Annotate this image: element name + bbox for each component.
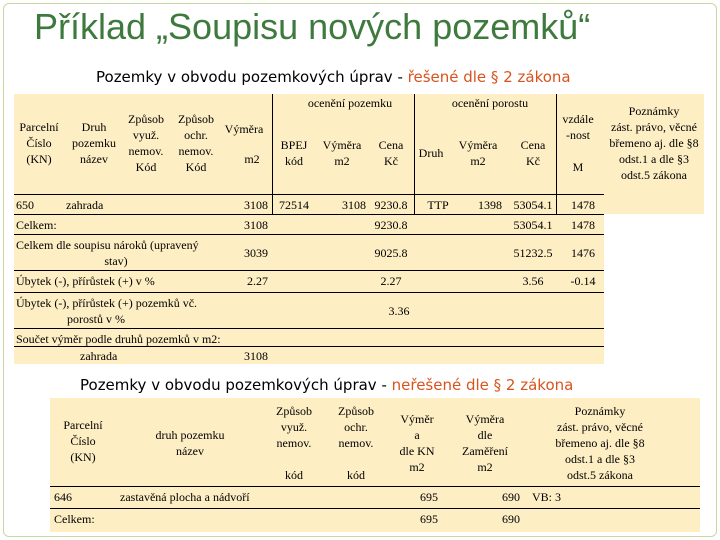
hdr-parcel-2: Číslo (26, 136, 52, 150)
column-divider (272, 94, 273, 214)
hdr-type-3: název (80, 152, 108, 166)
hdr2-type-1: druh pozemku (155, 428, 225, 442)
section1-heading (96, 68, 571, 86)
hdr2-use-2: využ. (280, 420, 308, 434)
cell2-type: zastavěná plocha a nádvoří (120, 490, 250, 504)
hdr-price-1: Cena (378, 138, 404, 152)
cell-bpej: 72514 (279, 198, 309, 212)
section1-heading-highlight: řešené dle § 2 zákona (407, 68, 571, 86)
hdr-type-2: pozemku (72, 136, 116, 150)
hdr-prot-2: ochr. (184, 128, 208, 142)
hdr2-prot-4: kód (347, 468, 365, 482)
row-divider (14, 214, 604, 215)
total2-label: Celkem: (54, 512, 95, 526)
cell-parcel: 650 (16, 198, 34, 212)
cell2-note: VB: 3 (532, 490, 562, 504)
row-divider (14, 270, 604, 271)
total-area: 3108 (244, 218, 268, 232)
row-divider (14, 328, 604, 329)
hdr-dist-2: -nost (566, 128, 590, 142)
hdr-price-2: Kč (384, 154, 398, 168)
hdr-use-1: Způsob (128, 112, 164, 126)
hdr-notes-1: Poznámky (628, 104, 680, 118)
hdr2-use-4: kód (285, 468, 303, 482)
hdr2-notes-3: břemeno aj. dle §8 (555, 436, 645, 450)
hdr-use-2: využ. (132, 128, 160, 142)
hdr-bpej-1: BPEJ (280, 138, 308, 152)
cell-vtype: TTP (427, 198, 449, 212)
claim-label-1: Celkem dle soupisu nároků (upravený (16, 238, 199, 252)
row-divider (14, 194, 604, 195)
hdr-prot-1: Způsob (178, 112, 214, 126)
hdr2-marea-4: m2 (477, 460, 493, 474)
change-parcels-label-1: Úbytek (-), přírůstek (+) pozemků vč. (16, 296, 198, 310)
hdr-dist-3: M (572, 160, 584, 174)
sum-type: zahrada (80, 349, 118, 363)
group-land-valuation: ocenění pozemku (307, 96, 393, 110)
cell2-area: 695 (420, 490, 438, 504)
hdr2-prot-2: ochr. (344, 420, 368, 434)
total2-marea: 690 (502, 512, 520, 526)
change-parcels-value: 3.36 (388, 304, 410, 318)
row-divider (14, 234, 604, 235)
column-divider (556, 94, 557, 214)
hdr-use-3: nemov. (128, 144, 164, 158)
sum-label: Součet výměr podle druhů pozemků v m2: (16, 332, 221, 346)
cell-varea: 1398 (478, 198, 502, 212)
hdr-use-4: Kód (135, 160, 157, 174)
hdr-vprice-1: Cena (520, 138, 546, 152)
group-vegetation-valuation: ocenění porostu (451, 96, 529, 110)
hdr-larea-2: m2 (334, 154, 350, 168)
hdr-varea-2: m2 (470, 154, 486, 168)
hdr-prot-3: nemov. (178, 144, 214, 158)
section2-heading (80, 376, 573, 394)
cell-larea: 3108 (342, 198, 366, 212)
hdr-vtype: Druh (418, 146, 444, 160)
hdr-larea-1: Výměra (322, 138, 362, 152)
hdr2-area-4: m2 (409, 460, 425, 474)
hdr2-parcel-3: (KN) (70, 450, 96, 464)
column-divider (414, 94, 415, 214)
change-price: 2.27 (380, 274, 402, 288)
cell-type: zahrada (66, 198, 104, 212)
hdr2-use-1: Způsob (276, 404, 312, 418)
cell-area: 3108 (244, 198, 268, 212)
claim-label-2: stav) (104, 254, 128, 268)
hdr2-parcel-1: Parcelní (63, 418, 103, 432)
hdr-dist-1: vzdále (562, 112, 594, 126)
total-dist: 1478 (571, 218, 595, 232)
hdr2-notes-5: odst.5 zákona (567, 468, 633, 482)
claim-vprice: 51232.5 (513, 246, 553, 260)
hdr2-prot-3: nemov. (338, 436, 374, 450)
hdr-notes-2: zást. právo, věcné (611, 120, 697, 134)
hdr2-area-2: a (414, 428, 420, 442)
cell2-marea: 690 (502, 490, 520, 504)
claim-dist: 1476 (571, 246, 595, 260)
hdr-type-1: Druh (81, 120, 107, 134)
row-divider (14, 346, 604, 347)
change-dist: -0.14 (570, 274, 596, 288)
hdr-prot-4: Kód (185, 160, 207, 174)
row-divider (50, 508, 700, 509)
hdr2-type-2: název (176, 444, 204, 458)
total2-area: 695 (420, 512, 438, 526)
hdr-notes-4: odst.1 a dle §3 (619, 152, 689, 166)
hdr2-marea-2: dle (477, 428, 493, 442)
cell-price: 9230.8 (374, 198, 408, 212)
change-label: Úbytek (-), přírůstek (+) v % (16, 274, 155, 288)
total-vprice: 53054.1 (513, 218, 553, 232)
sum-value: 3108 (244, 349, 268, 363)
hdr2-parcel-2: Číslo (70, 434, 96, 448)
total-label: Celkem: (16, 218, 57, 232)
section2-heading-prefix: Pozemky v obvodu pozemkových úprav - (80, 376, 392, 394)
row-divider (14, 292, 604, 293)
hdr-area-1: Výměra (224, 122, 264, 136)
slide-title: Příklad „Soupisu nových pozemků“ (34, 6, 591, 47)
hdr2-notes-4: odst.1 a dle §3 (565, 452, 635, 466)
cell2-parcel: 646 (54, 490, 72, 504)
change-vprice: 3.56 (522, 274, 544, 288)
section1-heading-prefix: Pozemky v obvodu pozemkových úprav - (96, 68, 408, 86)
change-parcels-label-2: porostů v % (67, 312, 125, 326)
hdr2-marea-3: Zaměření (462, 444, 508, 458)
hdr-parcel-3: (KN) (26, 152, 52, 166)
hdr2-notes-2: zást. právo, věcné (557, 420, 643, 434)
row-divider (50, 486, 700, 487)
hdr-varea-1: Výměra (458, 138, 498, 152)
claim-area: 3039 (244, 246, 268, 260)
hdr2-prot-1: Způsob (338, 404, 374, 418)
hdr-area-2: m2 (244, 152, 260, 166)
claim-price: 9025.8 (374, 246, 408, 260)
hdr-notes-3: břemeno aj. dle §8 (609, 136, 699, 150)
hdr2-area-3: dle KN (399, 444, 435, 458)
hdr2-use-3: nemov. (276, 436, 312, 450)
change-area: 2.27 (247, 274, 268, 288)
section2-heading-highlight: neřešené dle § 2 zákona (391, 376, 574, 394)
cell-vprice: 53054.1 (513, 198, 553, 212)
hdr2-area-1: Výměr (400, 412, 434, 426)
hdr2-notes-1: Poznámky (574, 404, 626, 418)
total-price: 9230.8 (374, 218, 408, 232)
hdr2-marea-1: Výměra (465, 412, 505, 426)
cell-dist: 1478 (571, 198, 595, 212)
hdr-vprice-2: Kč (526, 154, 540, 168)
hdr-bpej-2: kód (285, 154, 303, 168)
hdr-notes-5: odst.5 zákona (621, 168, 687, 182)
hdr-parcel-1: Parcelní (19, 120, 59, 134)
